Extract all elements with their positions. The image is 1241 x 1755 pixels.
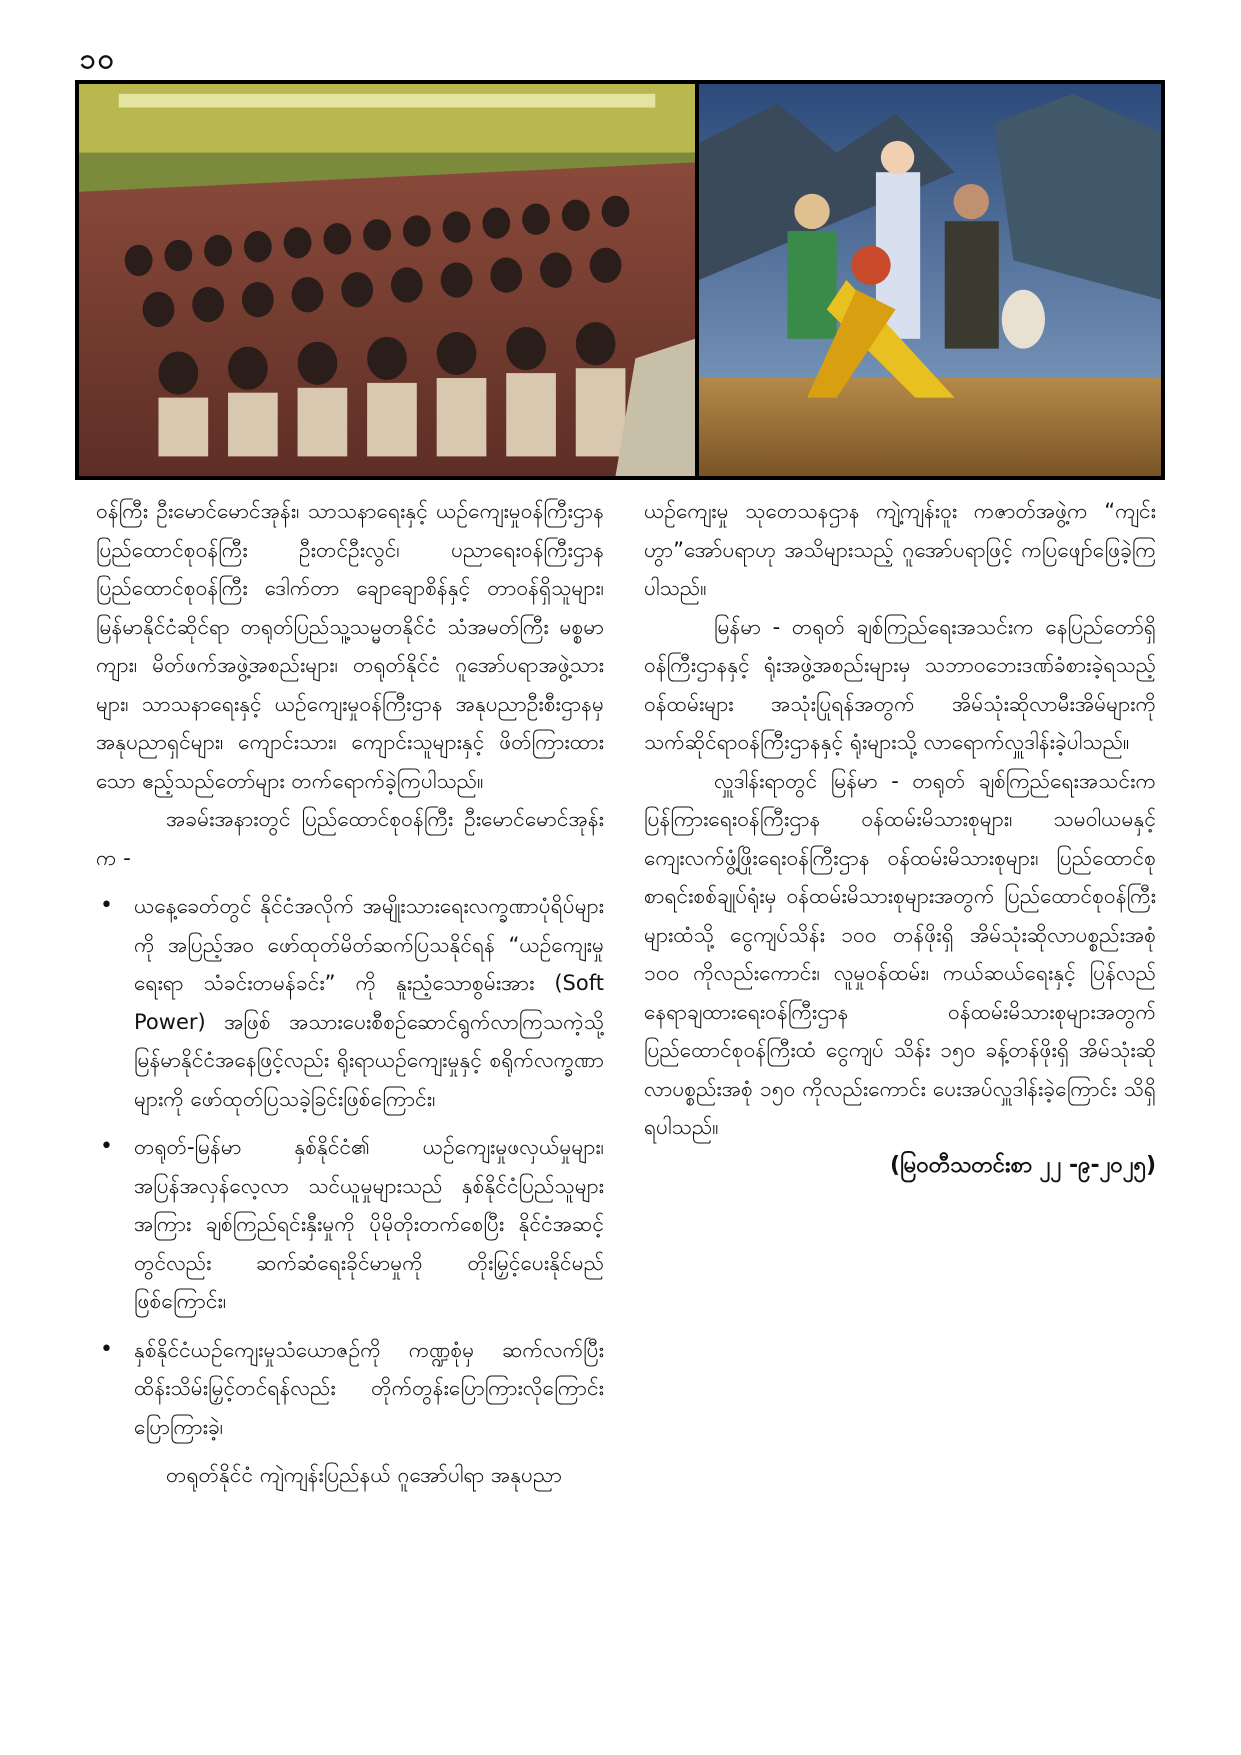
- bullet-item: • ယနေ့ခေတ်တွင် နိုင်ငံအလိုက် အမျိုးသားရေးလက္ခဏာပုံရိပ်များကို အပြည့်အဝ ဖော်ထုတ်မိတ်ဆက်ပြသနိုင်ရန် “ယဉ်ကျေးမှုရေးရာ သံခင်းတမန်ခင်း” ကို နူးညံ့သောစွမ်းအား (Soft Power) အဖြစ် အသားပေးစီစဉ်ဆောင်ရွက်လာကြသကဲ့သို့ မြန်မာနိုင်ငံအနေဖြင့်လည်း ရိုးရာယဉ်ကျေးမှုနှင့် စရိုက်လက္ခဏာများကို ဖော်ထုတ်ပြသခဲ့ခြင်းဖြစ်ကြောင်း၊: [96, 887, 604, 1118]
- paragraph: မြန်မာ - တရုတ် ချစ်ကြည်ရေးအသင်းက နေပြည်တော်ရှိဝန်ကြီးဌာနနှင့် ရုံးအဖွဲ့အစည်းများမှ သဘာဝဘေးဒဏ်ခံစားခဲ့ရသည့် ဝန်ထမ်းများ အသုံးပြုရန်အတွက် အိမ်သုံးဆိုလာမီးအိမ်များကို သက်ဆိုင်ရာဝန်ကြီးဌာနနှင့် ရုံးများသို့ လာရောက်လှူဒါန်းခဲ့ပါသည်။: [644, 614, 1156, 754]
- photo-banner: [75, 80, 1165, 480]
- page-number: ၁၀: [80, 42, 116, 75]
- bullet-list: [96, 887, 604, 1446]
- audience-photo: [79, 84, 699, 476]
- paragraph: တရုတ်နိုင်ငံ ကျဲကျန်းပြည်နယ် ဂူအော်ပါရာ အနုပညာ: [166, 1463, 562, 1487]
- opera-stage-photo: [699, 84, 1161, 476]
- paragraph: အခမ်းအနားတွင် ပြည်ထောင်စုဝန်ကြီး ဦးမောင်မောင်အုန်းက -: [96, 807, 604, 870]
- paragraph: လှူဒါန်းရာတွင် မြန်မာ - တရုတ် ချစ်ကြည်ရေးအသင်းက ပြန်ကြားရေးဝန်ကြီးဌာန ဝန်ထမ်းမိသားစုများ၊ သမဝါယမနှင့် ကျေးလက်ဖွံ့ဖြိုးရေးဝန်ကြီးဌာန ဝန်ထမ်းမိသားစုများ၊ ပြည်ထောင်စုစာရင်းစစ်ချုပ်ရုံးမှ ဝန်ထမ်းမိသားစုများအတွက် ပြည်ထောင်စုဝန်ကြီးများထံသို့ ငွေကျပ်သိန်း ၁၀၀ တန်ဖိုးရှိ အိမ်သုံးဆိုလာပစ္စည်းအစုံ ၁၀၀ ကိုလည်းကောင်း၊ လူမှုဝန်ထမ်း၊ ကယ်ဆယ်ရေးနှင့် ပြန်လည်နေရာချထားရေးဝန်ကြီးဌာန ဝန်ထမ်းမိသားစုများအတွက် ပြည်ထောင်စုဝန်ကြီးထံ ငွေကျပ် သိန်း ၁၅၀ ခန့်တန်ဖိုးရှိ အိမ်သုံးဆိုလာပစ္စည်းအစုံ ၁၅၀ ကိုလည်းကောင်း ပေးအပ်လှူဒါန်းခဲ့ကြောင်း သိရှိရပါသည်။: [644, 768, 1156, 1139]
- source-citation: (မြဝတီသတင်းစာ ၂၂ -၉-၂၀၂၅): [890, 1152, 1156, 1178]
- paragraph: ဝန်ကြီး ဦးမောင်မောင်အုန်း၊ သာသနာရေးနှင့် ယဉ်ကျေးမှုဝန်ကြီးဌာန ပြည်ထောင်စုဝန်ကြီး ဦးတင်ဦးလွင်၊ ပညာရေးဝန်ကြီးဌာန ပြည်ထောင်စုဝန်ကြီး ဒေါက်တာ ချောချောစိန်နှင့် တာဝန်ရှိသူများ၊ မြန်မာနိုင်ငံဆိုင်ရာ တရုတ်ပြည်သူ့သမ္မတနိုင်ငံ သံအမတ်ကြီး မစ္စမာကျား၊ မိတ်ဖက်အဖွဲ့အစည်းများ၊ တရုတ်နိုင်ငံ ဂူအော်ပရာအဖွဲ့သားများ၊ သာသနာရေးနှင့် ယဉ်ကျေးမှုဝန်ကြီးဌာန အနုပညာဦးစီးဌာနမှ အနုပညာရှင်များ၊ ကျောင်းသား၊ ကျောင်းသူများနှင့် ဖိတ်ကြားထားသော ဧည့်သည်တော်များ တက်ရောက်ခဲ့ကြပါသည်။: [96, 499, 604, 793]
- right-column: [644, 492, 1156, 1185]
- bullet-item: • တရုတ်-မြန်မာ နှစ်နိုင်ငံ၏ ယဉ်ကျေးမှုဖလှယ်မှုများ၊ အပြန်အလှန်လေ့လာ သင်ယူမှုများသည် နှစ်နိုင်ငံပြည်သူများအကြား ချစ်ကြည်ရင်းနှီးမှုကို ပိုမိုတိုးတက်စေပြီး နိုင်ငံအဆင့်တွင်လည်း ဆက်ဆံရေးခိုင်မာမှုကို တိုးမြှင့်ပေးနိုင်မည်ဖြစ်ကြောင်း၊: [96, 1128, 604, 1321]
- left-column: [96, 492, 604, 1495]
- bullet-item: • နှစ်နိုင်ငံယဉ်ကျေးမှုသံယောဇဉ်ကို ကဏ္ဍစုံမှ ဆက်လက်ပြီး ထိန်းသိမ်းမြှင့်တင်ရန်လည်း တိုက်တွန်းပြောကြားလိုကြောင်း ပြောကြားခဲ့၊: [96, 1331, 604, 1447]
- paragraph: ယဉ်ကျေးမှု သုတေသနဌာန ကျဲ့ကျန်းဝူး ကဇာတ်အဖွဲ့က “ကျင်းဟွာ”အော်ပရာဟု အသိများသည့် ဂူအော်ပရာဖြင့် ကပြဖျော်ဖြေခဲ့ကြပါသည်။: [644, 499, 1156, 600]
